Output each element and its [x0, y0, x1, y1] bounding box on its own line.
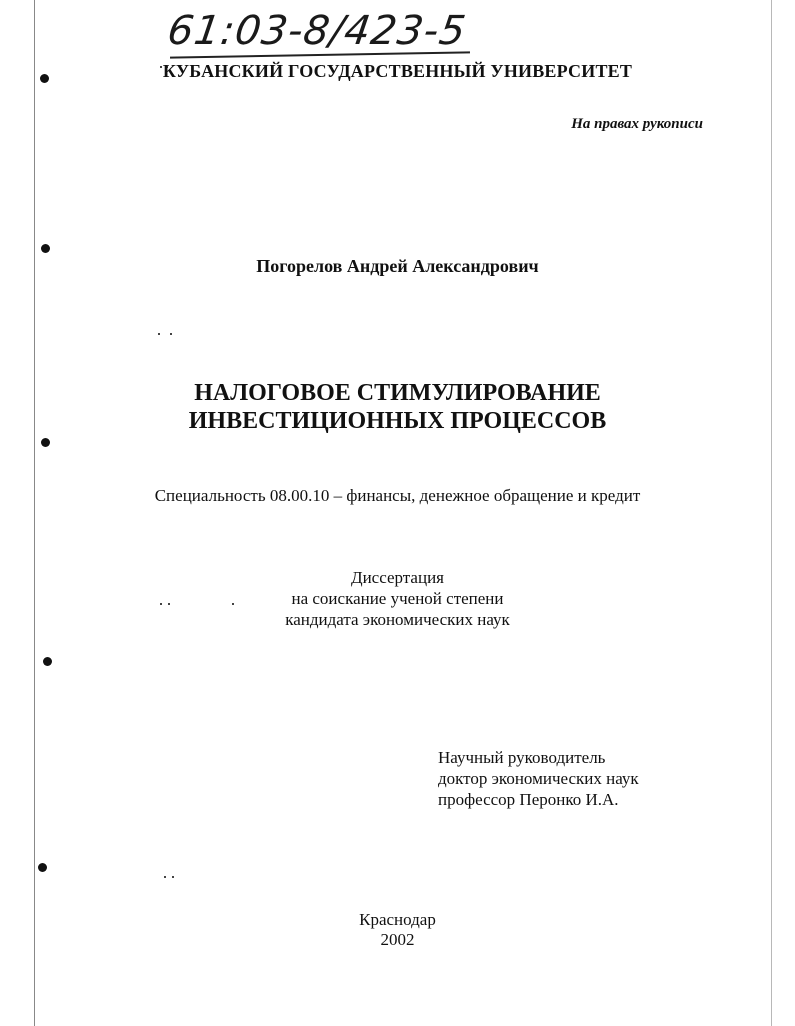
advisor-line-2: доктор экономических наук — [438, 769, 639, 788]
city: Краснодар — [359, 910, 436, 929]
scan-speck — [172, 876, 174, 878]
scan-speck — [158, 333, 160, 335]
scan-speck — [170, 333, 172, 335]
scan-edge-right — [771, 0, 772, 1026]
scan-edge-left — [34, 0, 35, 1026]
place-and-year — [0, 910, 795, 950]
scan-speck — [164, 876, 166, 878]
archive-code-handwritten: 61:03-8/423-5 — [164, 8, 470, 54]
advisor-line-3: профессор Перонко И.А. — [438, 790, 619, 809]
manuscript-rights-note: На правах рукописи — [571, 116, 703, 132]
binding-hole — [38, 863, 47, 872]
specialty: Специальность 08.00.10 – финансы, денежное обращение и кредит — [154, 486, 641, 505]
title-line-1: НАЛОГОВОЕ СТИМУЛИРОВАНИЕ — [194, 380, 601, 406]
dissertation-description — [0, 567, 795, 630]
year: 2002 — [380, 930, 415, 949]
scientific-advisor — [438, 747, 639, 810]
dissertation-title — [0, 379, 795, 435]
dissertation-line-2: на соискание ученой степени — [291, 589, 504, 608]
university-name: КУБАНСКИЙ ГОСУДАРСТВЕННЫЙ УНИВЕРСИТЕТ — [162, 61, 633, 81]
binding-hole — [41, 438, 50, 447]
author-name: Погорелов Андрей Александрович — [256, 256, 539, 276]
advisor-line-1: Научный руководитель — [438, 748, 606, 767]
dissertation-line-1: Диссертация — [350, 568, 444, 587]
dissertation-line-3: кандидата экономических наук — [285, 610, 510, 629]
binding-hole — [43, 657, 52, 666]
title-line-2: ИНВЕСТИЦИОННЫХ ПРОЦЕССОВ — [188, 408, 607, 434]
binding-hole — [41, 244, 50, 253]
